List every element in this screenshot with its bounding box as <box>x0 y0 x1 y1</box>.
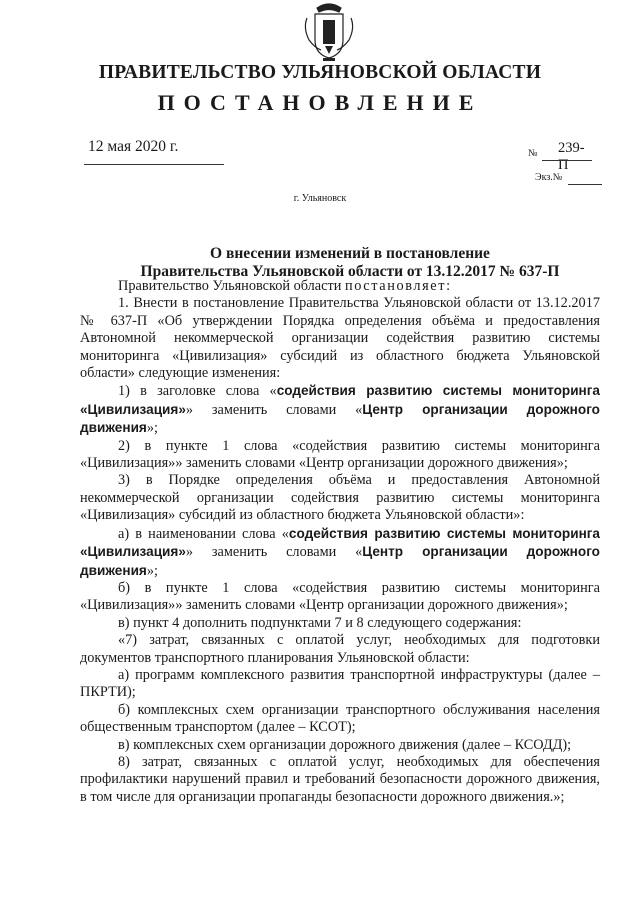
paragraph-11: в) комплексных схем организации дорожного движения (далее – КСОДД); <box>118 736 572 753</box>
p2-part-e: »; <box>146 420 158 437</box>
date-underline <box>84 164 224 165</box>
p2-part-a: 1) в заголовке слова « <box>118 383 277 400</box>
p2-new-words: Центр организации дорожного движения <box>80 401 600 436</box>
paragraph-12: 8) затрат, связанных с оплатой услуг, необходимых для обеспечения профилактики нарушений правил и требований безопасности дорожного движения, в том числе для организации пропаганды безопасности дорожного движения.»; <box>80 753 600 805</box>
number-sign: № <box>528 148 538 159</box>
p2-part-c: » заменить словами « <box>185 401 363 418</box>
paragraph-8: «7) затрат, связанных с оплатой услуг, необходимых для подготовки документов транспортного планирования Ульяновской области: <box>80 632 600 666</box>
paragraph-10: б) комплексных схем организации транспортного обслуживания населения общественным транспортом (далее – КСОТ); <box>80 701 600 736</box>
copy-number-label: Экз.№ <box>535 172 563 183</box>
paragraph-9: а) программ комплексного развития транспортной инфраструктуры (далее – ПКРТИ); <box>80 666 600 701</box>
organization-name: ПРАВИТЕЛЬСТВО УЛЬЯНОВСКОЙ ОБЛАСТИ <box>98 62 542 83</box>
paragraph-7: в) пункт 4 дополнить подпунктами 7 и 8 следующего содержания: <box>118 614 522 631</box>
paragraph-6: б) в пункте 1 слова «содействия развитию системы мониторинга «Цивилизация»» заменить словами «Центр организации дорожного движения»; <box>80 579 600 614</box>
paragraph-5 <box>80 525 600 580</box>
document-body <box>80 278 600 806</box>
preamble-verb: постановляет: <box>344 278 452 294</box>
paragraph-4: 3) в Порядке определения объёма и предоставления Автономной некоммерческой организации содействия развитию системы мониторинга «Цивилизация» субсидий из областного бюджета Ульяновской области»: <box>80 472 600 524</box>
title-line-1: О внесении изменений в постановление <box>210 245 490 262</box>
copy-number-underline <box>568 184 602 185</box>
paragraph-3: 2) в пункте 1 слова «содействия развитию системы мониторинга «Цивилизация»» заменить словами «Центр организации дорожного движения»; <box>80 437 600 472</box>
p2-old-words: содействия развитию системы мониторинга «Цивилизация» <box>80 383 600 417</box>
title-line-2: Правительства Ульяновской области от 13.12.2017 № 637-П <box>140 263 560 280</box>
coat-of-arms-icon <box>301 0 357 64</box>
p5-new-words: Центр организации дорожного движения <box>80 544 600 578</box>
paragraph-preamble <box>80 278 600 295</box>
p5-part-e: »; <box>146 562 158 579</box>
p5-part-a: а) в наименовании слова « <box>118 525 289 542</box>
city: г. Ульяновск <box>293 193 347 204</box>
document-number: 239-П <box>558 140 585 173</box>
document-type: ПОСТАНОВЛЕНИЕ <box>157 90 483 115</box>
paragraph-2 <box>80 382 600 437</box>
p5-part-c: » заменить словами « <box>185 544 363 561</box>
p5-old-words: содействия развитию системы мониторинга «Цивилизация» <box>80 525 600 560</box>
number-underline <box>542 160 592 161</box>
preamble-text: Правительство Ульяновской области <box>118 278 342 294</box>
paragraph-1: 1. Внести в постановление Правительства Ульяновской области от 13.12.2017 № 637-П «Об утверждении Порядка определения объёма и предоставления Автономной некоммерческой организации содействия развитию системы мониторинга «Цивилизация» субсидий из областного бюджета Ульяновской области» следующие изменения: <box>80 295 600 382</box>
document-date: 12 мая 2020 г. <box>88 138 179 155</box>
document-title <box>0 245 640 281</box>
